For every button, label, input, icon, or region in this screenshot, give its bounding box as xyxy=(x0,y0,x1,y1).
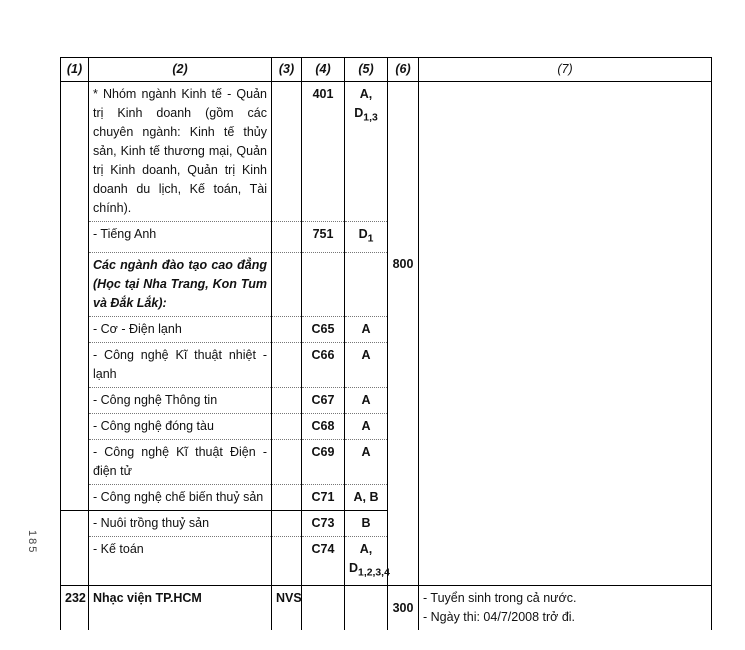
exam-block: B xyxy=(345,510,388,536)
exam-block xyxy=(345,252,388,316)
note-line: - Tuyển sinh trong cả nước. xyxy=(423,591,577,605)
exam-block: A xyxy=(345,387,388,413)
major-code: C68 xyxy=(302,413,345,439)
school-code-cell xyxy=(272,484,302,510)
number-cell-empty xyxy=(61,82,89,511)
admissions-table xyxy=(60,57,712,630)
school-number: 232 xyxy=(61,586,89,631)
header-col-1: (1) xyxy=(61,58,89,82)
school-code-cell xyxy=(272,252,302,316)
exam-block: A, $D_{1,3}$ xyxy=(345,82,388,222)
exam-block: A xyxy=(345,439,388,484)
major-name: - Kế toán xyxy=(89,536,272,586)
school-code-cell xyxy=(272,82,302,222)
header-col-7: (7) xyxy=(419,58,712,82)
major-code: C67 xyxy=(302,387,345,413)
major-code xyxy=(302,252,345,316)
school-quota: 300 xyxy=(388,586,419,631)
header-row xyxy=(61,58,712,82)
header-col-2: (2) xyxy=(89,58,272,82)
exam-block xyxy=(345,586,388,631)
major-name: - Tiếng Anh xyxy=(89,222,272,253)
school-code-cell xyxy=(272,439,302,484)
college-quota: 800 xyxy=(388,252,419,586)
school-code-cell xyxy=(272,387,302,413)
major-code: C65 xyxy=(302,316,345,342)
major-code: 401 xyxy=(302,82,345,222)
major-code: C73 xyxy=(302,510,345,536)
school-code-cell xyxy=(272,222,302,253)
major-name: - Nuôi trồng thuỷ sản xyxy=(89,510,272,536)
school-code-cell xyxy=(272,510,302,536)
major-name: - Công nghệ Kĩ thuật nhiệt - lạnh xyxy=(89,342,272,387)
major-code: C66 xyxy=(302,342,345,387)
note-line: - Ngày thi: 04/7/2008 trở đi. xyxy=(423,610,576,624)
major-name: - Công nghệ đóng tàu xyxy=(89,413,272,439)
major-code: C74 xyxy=(302,536,345,586)
major-code: 751 xyxy=(302,222,345,253)
school-row xyxy=(61,586,712,631)
major-name: - Công nghệ Kĩ thuật Điện - điện tử xyxy=(89,439,272,484)
number-cell-empty xyxy=(61,510,89,586)
major-name: * Nhóm ngành Kinh tế - Quản trị Kinh doanh (gồm các chuyên ngành: Kinh tế thủy sản, Kinh tế thương mại, Quản trị Kinh doanh, Quản trị Kinh doanh du lịch, Kế toán, Tài chính). xyxy=(89,82,272,222)
school-notes xyxy=(419,586,712,631)
exam-block: A xyxy=(345,316,388,342)
header-col-4: (4) xyxy=(302,58,345,82)
header-col-5: (5) xyxy=(345,58,388,82)
school-code-cell xyxy=(272,536,302,586)
major-code: C69 xyxy=(302,439,345,484)
quota-cell-empty xyxy=(388,82,419,253)
header-col-3: (3) xyxy=(272,58,302,82)
major-code: C71 xyxy=(302,484,345,510)
exam-block: A xyxy=(345,342,388,387)
major-name: - Công nghệ Thông tin xyxy=(89,387,272,413)
page-number: 185 xyxy=(26,530,38,555)
college-section-heading: Các ngành đào tạo cao đẳng (Học tại Nha Trang, Kon Tum và Đắk Lắk): xyxy=(89,252,272,316)
school-code-cell xyxy=(272,413,302,439)
header-col-6: (6) xyxy=(388,58,419,82)
school-name: Nhạc viện TP.HCM xyxy=(89,586,272,631)
school-code: NVS xyxy=(272,586,302,631)
major-code xyxy=(302,586,345,631)
notes-cell-empty xyxy=(419,82,712,586)
exam-block: A xyxy=(345,413,388,439)
exam-block: A, B xyxy=(345,484,388,510)
school-code-cell xyxy=(272,342,302,387)
school-code-cell xyxy=(272,316,302,342)
table-row xyxy=(61,82,712,222)
major-name: - Cơ - Điện lạnh xyxy=(89,316,272,342)
major-name: - Công nghệ chế biến thuỷ sản xyxy=(89,484,272,510)
exam-block: $D_1$ xyxy=(345,222,388,253)
exam-block: A, $D_{1,2,3,4}$ xyxy=(345,536,388,586)
